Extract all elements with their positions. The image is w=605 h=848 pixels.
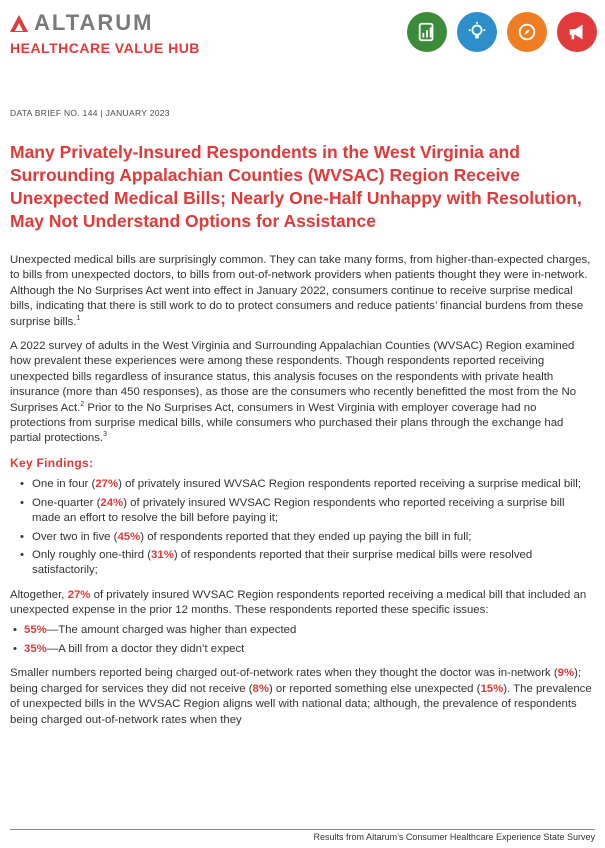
page-header (0, 0, 605, 70)
finding-item: • One in four (27%) of privately insured WVSAC Region respondents reported receiving a surprise medical bill; (10, 477, 595, 492)
megaphone-icon (557, 12, 597, 52)
issue-item: • 35%—A bill from a doctor they didn’t expect (10, 642, 595, 657)
footnote-ref: 2 (80, 400, 85, 408)
brand-subtitle: HEALTHCARE VALUE HUB (10, 40, 200, 56)
altarum-logo (10, 10, 200, 56)
altogether-paragraph: Altogether, 27% of privately insured WVSAC Region respondents reported receiving a medical bill that included an unexpected expense in the prior 12 months. These respondents reported these specific issues: (10, 588, 587, 617)
data-brief-label: DATA BRIEF NO. 144 | JANUARY 2023 (10, 108, 170, 118)
key-findings-list (10, 477, 595, 578)
header-icons (407, 12, 597, 52)
chart-icon (407, 12, 447, 52)
smaller-numbers-paragraph: Smaller numbers reported being charged out-of-network rates when they thought the doctor was in-network (9%); being charged for services they did not receive (8%) or reported something else unexpected (15%). The prevalence of unexpected bills in the WVSAC Region aligns well with national data; although, the prevalence of respondents being charged out-of-network rates when they (10, 667, 592, 726)
key-findings-heading: Key Findings: (10, 455, 94, 470)
survey-text-b: Prior to the No Surprises Act, consumers in West Virginia with employer coverage had no protections from surprise medical bills, while consumers who purchased their plans through the exchange had partial protections. (10, 401, 564, 445)
document-body (10, 253, 595, 737)
compass-icon (507, 12, 547, 52)
issue-item: • 55%—The amount charged was higher than expected (10, 623, 595, 638)
footnote-ref: 3 (103, 431, 107, 439)
survey-text-a: A 2022 survey of adults in the West Virginia and Surrounding Appalachian Counties (WVSAC) Region examined how prevalent these experiences were among these respondents. Though respondents reported receiving unexpected bills regardless of insurance status, this analysis focuses on the respondents with private health insurance (more than 450 responses), as those are the consumers who recently benefitted the most from the No Surprises Act. (10, 340, 577, 414)
footer-divider (10, 829, 595, 830)
footer-text: Results from Altarum’s Consumer Healthcare Experience State Survey (313, 832, 595, 842)
finding-item: • Only roughly one-third (31%) of respondents reported that their surprise medical bills were resolved satisfactorily; (10, 548, 595, 579)
logo-triangle-icon (10, 15, 28, 32)
intro-text: Unexpected medical bills are surprisingly common. They can take many forms, from higher-than-expected charges, to bills from unexpected doctors, to bills from out-of-network providers when patients thought they were in-network. Although the No Surprises Act went into effect in January 2022, consumers continue to receive surprise medical bills, indicating that there is still work to do to protect consumers and reduce patients’ financial burdens from these surprise bills. (10, 254, 591, 328)
brand-name: ALTARUM (34, 10, 154, 35)
finding-item: • One-quarter (24%) of privately insured WVSAC Region respondents who reported receiving a surprise bill made an effort to resolve the bill before paying it; (10, 496, 595, 527)
footnote-ref: 1 (76, 314, 81, 322)
survey-paragraph (10, 339, 595, 447)
document-title: Many Privately-Insured Respondents in the West Virginia and Surrounding Appalachian Counties (WVSAC) Region Receive Unexpected Medical Bills; Nearly One-Half Unhappy with Resolution, May Not Understand Options for Assistance (10, 142, 582, 231)
lightbulb-icon (457, 12, 497, 52)
finding-item: • Over two in five (45%) of respondents reported that they ended up paying the bill in full; (10, 530, 595, 545)
specific-issues-list (10, 623, 595, 658)
intro-paragraph (10, 253, 595, 330)
